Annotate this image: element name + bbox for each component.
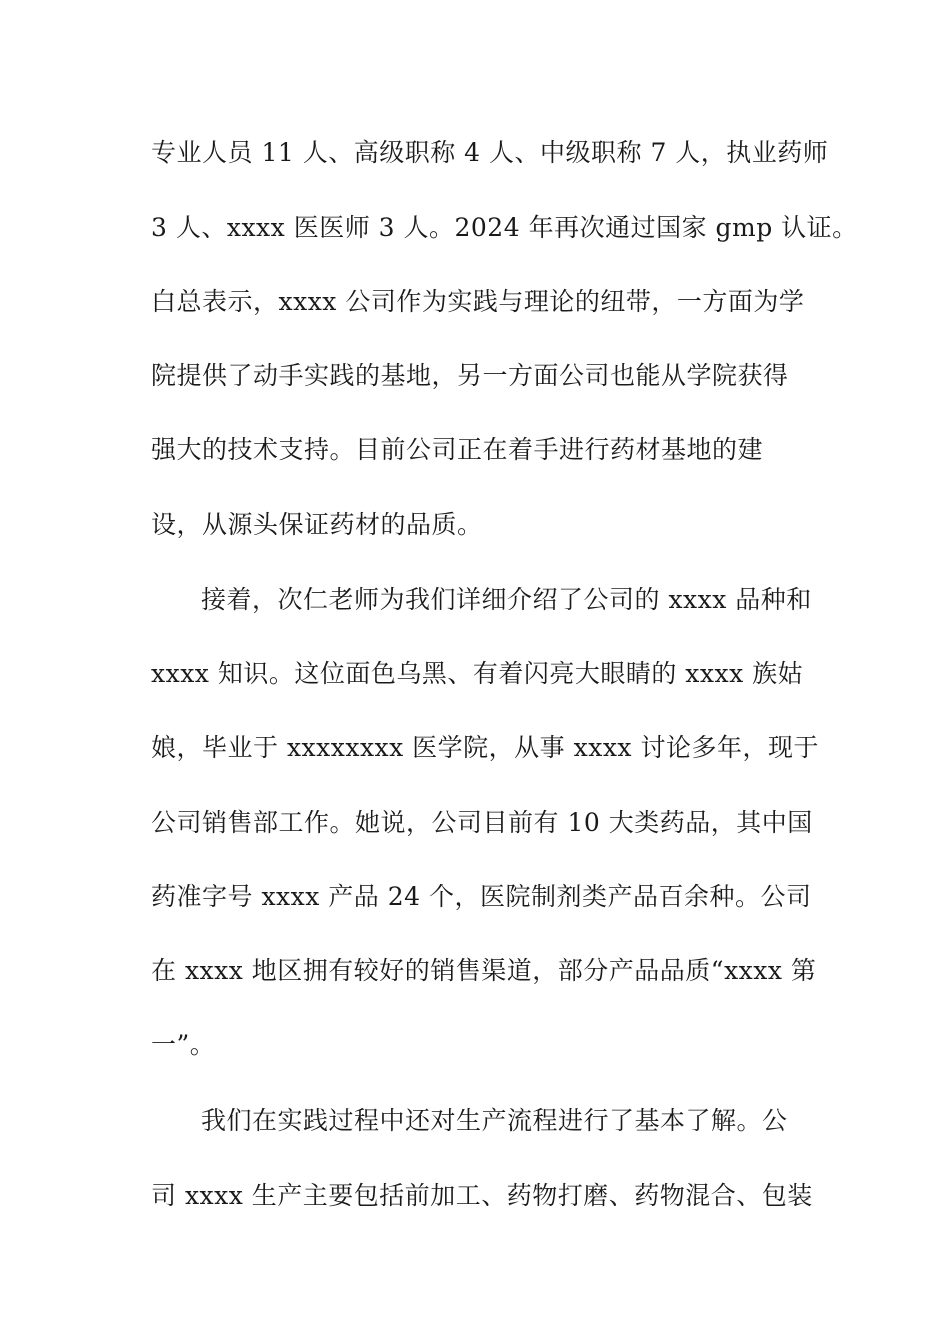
text-line-1: 专业人员 11 人、高级职称 4 人、中级职称 7 人，执业药师 [151,138,829,167]
text-line-13: 一”。 [151,1030,216,1059]
text-line-6: 设，从源头保证药材的品质。 [151,510,483,539]
text-line-12: 在 xxxx 地区拥有较好的销售渠道，部分产品品质“xxxx 第 [151,956,817,985]
text-line-3: 白总表示，xxxx 公司作为实践与理论的纽带，一方面为学 [151,287,805,316]
text-line-10: 公司销售部工作。她说，公司目前有 10 大类药品，其中国 [151,808,813,837]
text-line-9: 娘，毕业于 xxxxxxxx 医学院，从事 xxxx 讨论多年，现于 [151,733,819,762]
text-line-8: xxxx 知识。这位面色乌黑、有着闪亮大眼睛的 xxxx 族姑 [151,659,804,688]
text-line-5: 强大的技术支持。目前公司正在着手进行药材基地的建 [151,435,764,464]
paragraph-start-line: 接着，次仁老师为我们详细介绍了公司的 xxxx 品种和 [201,585,812,614]
text-line-11: 药准字号 xxxx 产品 24 个，医院制剂类产品百余种。公司 [151,882,812,911]
text-line-15: 司 xxxx 生产主要包括前加工、药物打磨、药物混合、包装 [151,1181,813,1210]
text-line-2: 3 人、xxxx 医医师 3 人。2024 年再次通过国家 gmp 认证。 [151,213,858,242]
text-line-4: 院提供了动手实践的基地，另一方面公司也能从学院获得 [151,361,789,390]
paragraph-start-line: 我们在实践过程中还对生产流程进行了基本了解。公 [201,1106,788,1135]
